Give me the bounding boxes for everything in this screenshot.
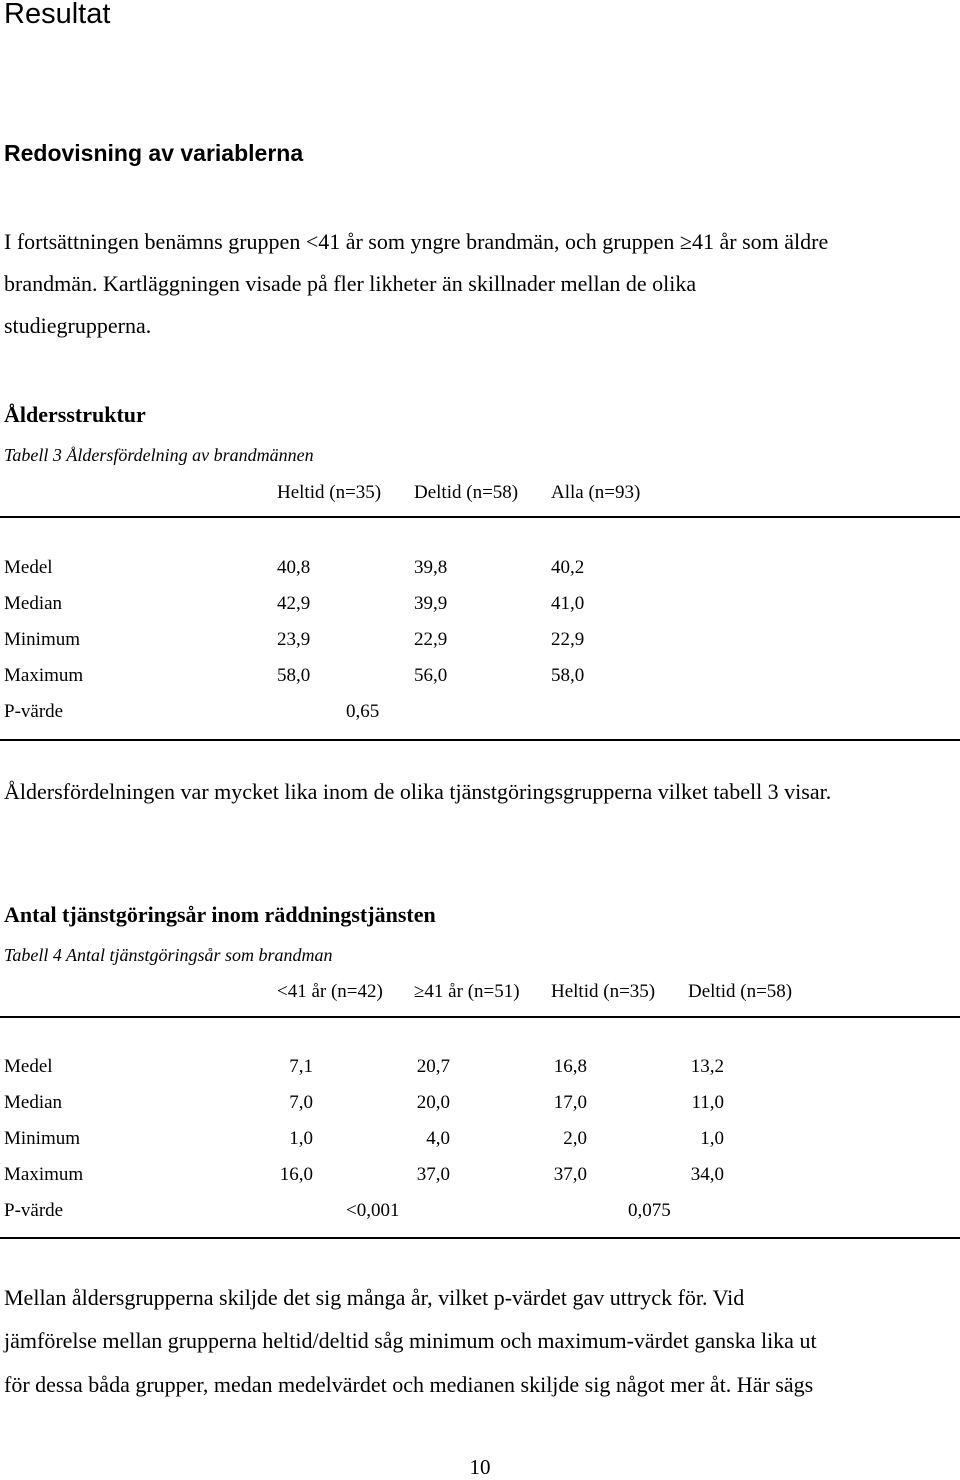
table4-cell: 37,0 [416,1164,450,1185]
table4-cell: 2,0 [563,1128,587,1149]
table4-cell: 17,0 [553,1092,587,1113]
table4-p-value-employment: 0,075 [628,1200,671,1221]
summary-line-3: för dessa båda grupper, medan medelvärdet och medianen skiljde sig något mer åt. Här sägs [4,1372,814,1397]
table4-cell: 16,8 [553,1056,587,1077]
table3-p-value: 0,65 [346,701,380,722]
table3-cell: 39,8 [414,557,448,578]
table3-cell: 42,9 [277,593,311,614]
table3-p-label: P-värde [4,701,64,722]
table4-cell: 1,0 [289,1128,313,1149]
table3-heading: Åldersstruktur [4,402,146,427]
table4-cell: 37,0 [553,1164,587,1185]
table4-col-old: ≥41 år (n=51) [414,981,520,1002]
intro-line-3: studiegrupperna. [4,313,152,338]
table3-row-label: Minimum [4,629,81,650]
table3-top-rule [0,516,960,518]
table3-cell: 56,0 [414,665,448,686]
table3-row-label: Medel [4,557,53,578]
section-heading: Redovisning av variablerna [4,140,304,166]
table3-col-alla: Alla (n=93) [551,482,641,503]
table4-col-young: <41 år (n=42) [277,981,383,1002]
table3-cell: 40,8 [277,557,311,578]
table3-cell: 58,0 [277,665,311,686]
table3-row-label: Median [4,593,63,614]
table3-caption: Tabell 3 Åldersfördelning av brandmännen [4,445,314,465]
table4-cell: 4,0 [426,1128,450,1149]
table3-cell: 39,9 [414,593,448,614]
table4-caption: Tabell 4 Antal tjänstgöringsår som brandman [4,945,333,965]
table4-cell: 13,2 [690,1056,724,1077]
table4-row-label: Minimum [4,1128,81,1149]
summary-line-1: Mellan åldersgrupperna skiljde det sig många år, vilket p-värdet gav uttryck för. Vid [4,1285,745,1310]
table3-cell: 22,9 [551,629,585,650]
page-number: 10 [469,1455,491,1479]
page-title: Resultat [4,0,111,30]
table4-row-label: Maximum [4,1164,84,1185]
table4-cell: 16,0 [279,1164,313,1185]
table4-cell: 7,1 [289,1056,313,1077]
table3-row-label: Maximum [4,665,84,686]
table3-summary: Åldersfördelningen var mycket lika inom de olika tjänstgöringsgrupperna vilket tabell 3 visar. [4,779,832,804]
table4-bottom-rule [0,1237,960,1239]
table4-top-rule [0,1016,960,1018]
table4-col-deltid: Deltid (n=58) [688,981,793,1002]
table4-cell: 1,0 [700,1128,724,1149]
table4-p-label: P-värde [4,1200,64,1221]
table3-cell: 41,0 [551,593,585,614]
table4-cell: 7,0 [289,1092,313,1113]
summary-line-2: jämförelse mellan grupperna heltid/deltid såg minimum och maximum-värdet ganska lika ut [4,1328,817,1353]
table4-p-value-age: <0,001 [346,1200,400,1221]
table3-cell: 22,9 [414,629,448,650]
table4-cell: 20,0 [416,1092,450,1113]
table4-col-heltid: Heltid (n=35) [551,981,656,1002]
table3-col-heltid: Heltid (n=35) [277,482,382,503]
table3-cell: 58,0 [551,665,585,686]
table4-row-label: Medel [4,1056,53,1077]
table4-cell: 20,7 [416,1056,450,1077]
table4-heading: Antal tjänstgöringsår inom räddningstjänsten [4,902,436,927]
table4-cell: 34,0 [690,1164,724,1185]
intro-line-2: brandmän. Kartläggningen visade på fler likheter än skillnader mellan de olika [4,271,697,296]
table3-bottom-rule [0,739,960,741]
table3-cell: 40,2 [551,557,585,578]
intro-line-1: I fortsättningen benämns gruppen <41 år som yngre brandmän, och gruppen ≥41 år som äldre [4,229,829,254]
table4-row-label: Median [4,1092,63,1113]
table3-col-deltid: Deltid (n=58) [414,482,519,503]
table4-cell: 11,0 [691,1092,724,1113]
table3-cell: 23,9 [277,629,311,650]
